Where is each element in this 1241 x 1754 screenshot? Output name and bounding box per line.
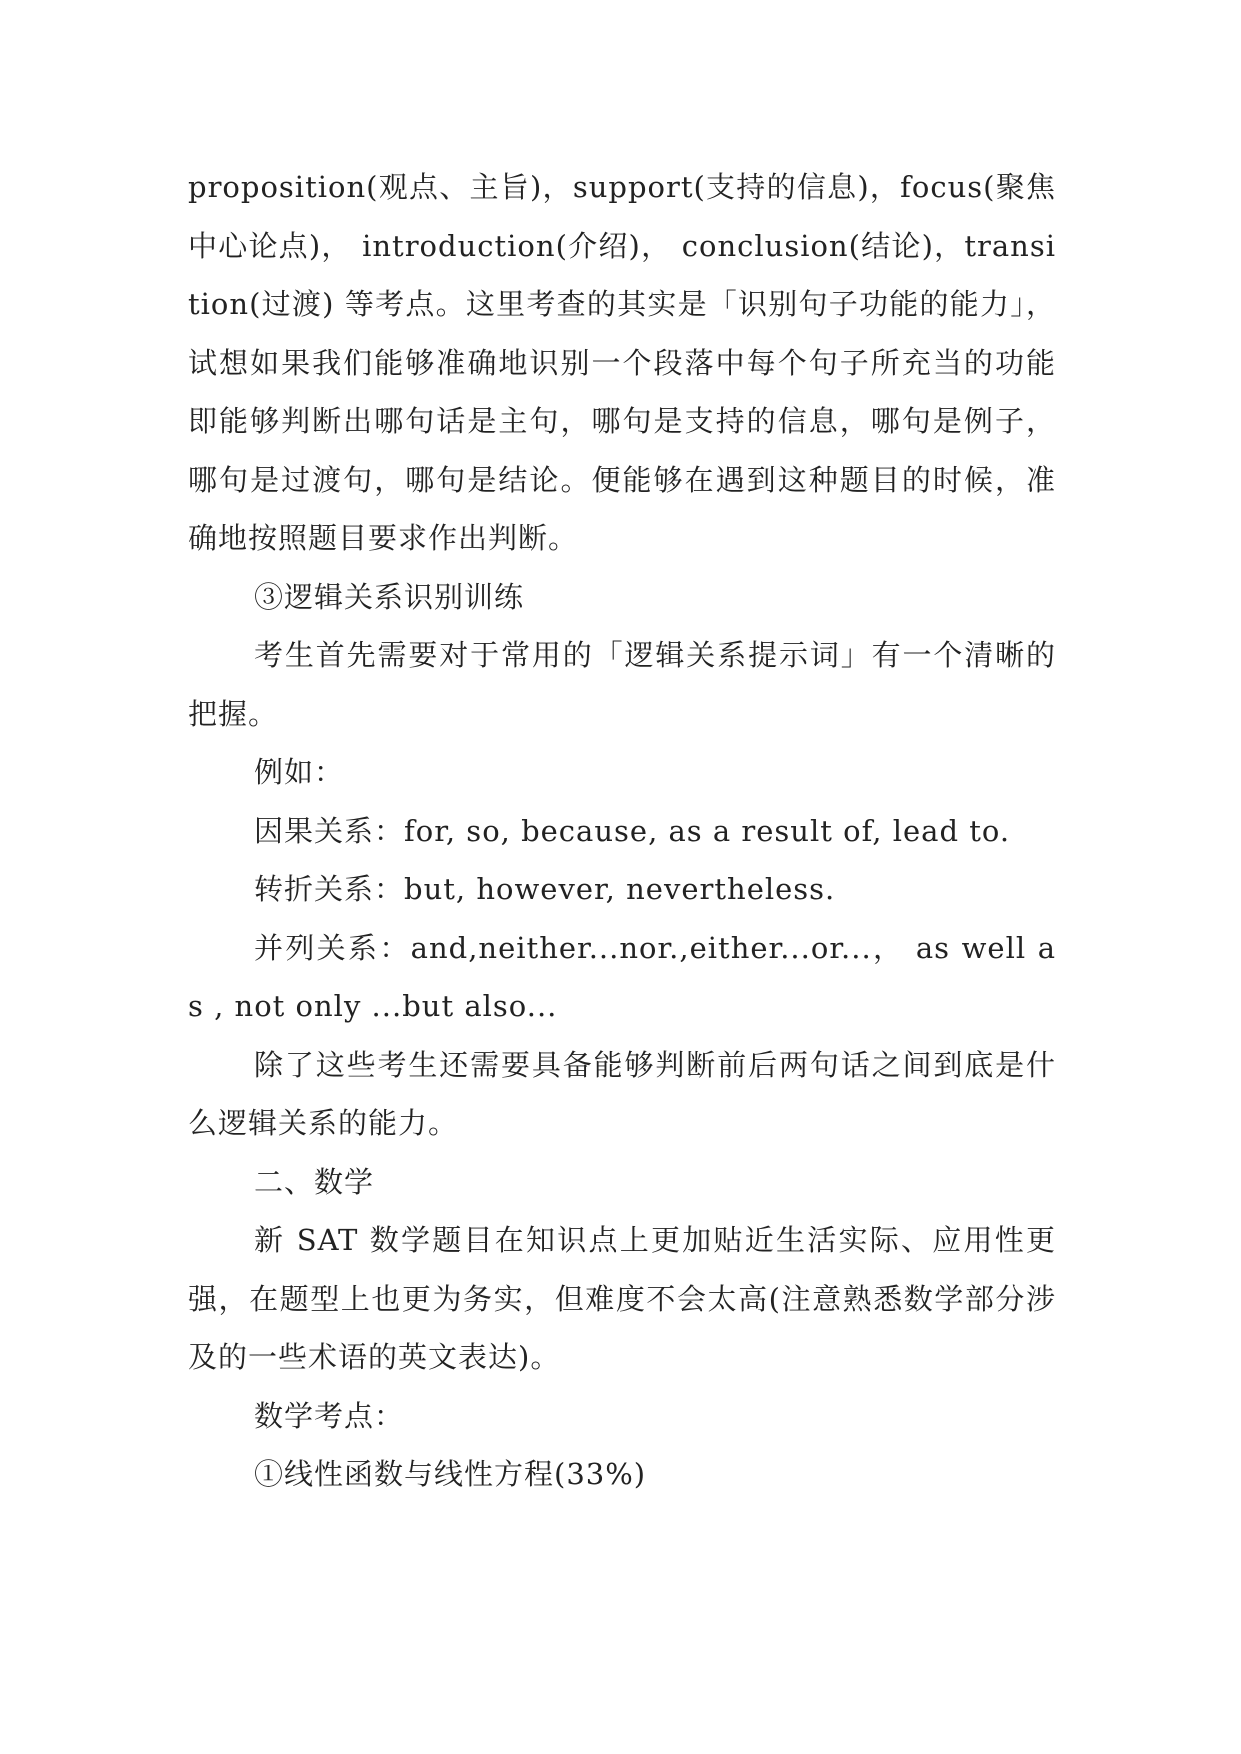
paragraph-example-label: 例如： — [254, 755, 345, 789]
heading-logic-training: ③逻辑关系识别训练 — [254, 579, 525, 614]
document-body — [188, 158, 1056, 1504]
paragraph-logic-hint-words: 考生首先需要对于常用的「逻辑关系提示词」有一个清晰的把握。 — [188, 638, 1056, 731]
paragraph-contrast-relation: 转折关系：but, however, nevertheless. — [254, 872, 836, 906]
paragraph-parallel-relation: 并列关系：and,neither...nor.,either...or...， as well as , not only ...but also... — [188, 930, 1056, 1023]
list-item-linear-functions: ①线性函数与线性方程(33%) — [254, 1457, 647, 1491]
paragraph-math-intro: 新 SAT 数学题目在知识点上更加贴近生活实际、应用性更强，在题型上也更为务实，但难度不会太高(注意熟悉数学部分涉及的一些术语的英文表达)。 — [188, 1223, 1056, 1374]
section-heading-math: 二、数学 — [254, 1164, 375, 1199]
paragraph-logic-judgement: 除了这些考生还需要具备能够判断前后两句话之间到底是什么逻辑关系的能力。 — [188, 1047, 1056, 1140]
paragraph-math-points-label: 数学考点： — [254, 1398, 405, 1433]
paragraph-sentence-function: proposition(观点、主旨)，support(支持的信息)，focus(聚焦中心论点)， introduction(介绍)， conclusion(结论)，transition(过渡) 等考点。这里考查的其实是「识别句子功能的能力」，试想如果我们能够准确地识别一个段落中每个句子所充当的功能即能够判断出哪句话是主句，哪句是支持的信息，哪句是例子，哪句是过渡句，哪句是结论。便能够在遇到这种题目的时候，准确地按照题目要求作出判断。 — [188, 170, 1056, 555]
paragraph-causal-relation: 因果关系：for, so, because, as a result of, lead to. — [254, 813, 1011, 848]
